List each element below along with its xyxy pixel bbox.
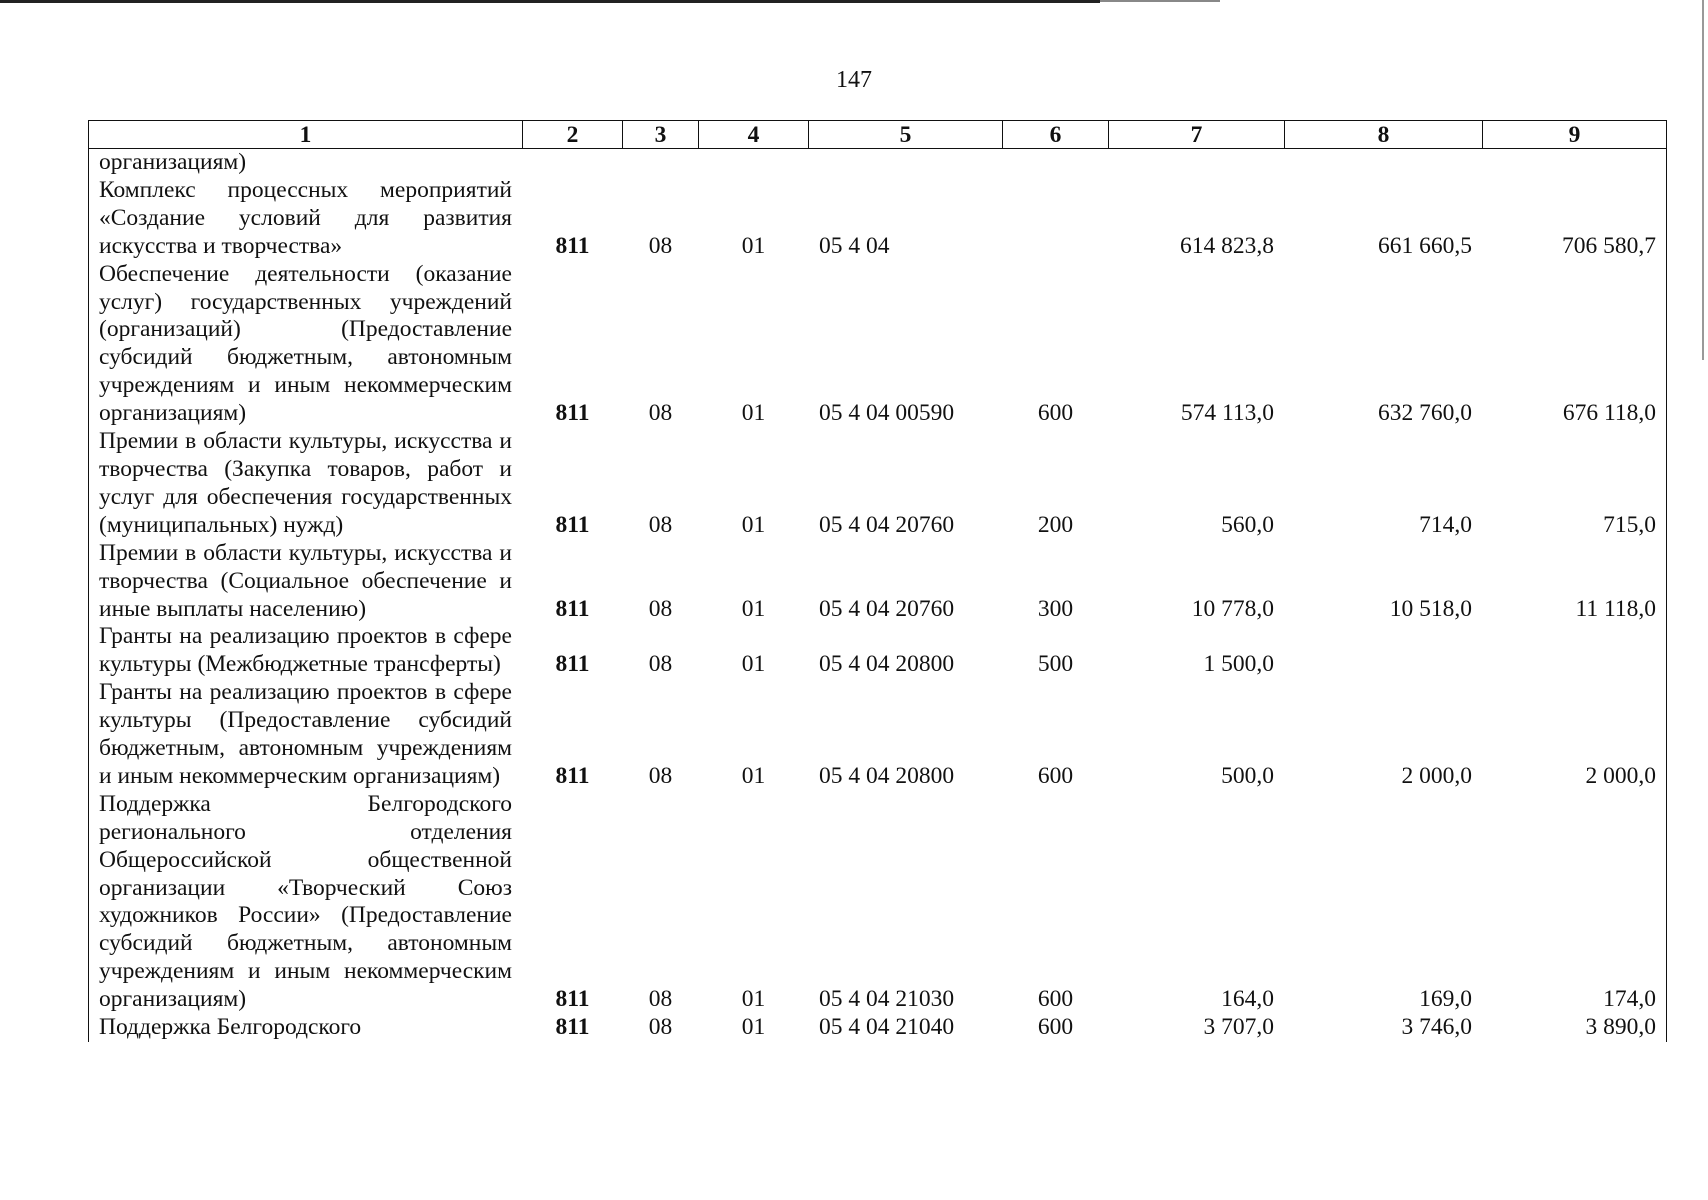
row-description: Комплекс процессных мероприятий «Создание условий для развития искусства и творчества» [89, 177, 523, 261]
cell-col4 [699, 149, 809, 177]
cell-col6 [1003, 149, 1109, 177]
cell-col6: 500 [1037, 651, 1074, 678]
cell-col4: 01 [741, 400, 766, 427]
cell-col2: 811 [523, 428, 623, 540]
row-description: Гранты на реализацию проектов в сфере культуры (Предоставление субсидий бюджетным, автономным учреждениям и иным некоммерческим организациям) [89, 679, 523, 791]
row-description: Обеспечение деятельности (оказание услуг) государственных учреждений (организаций) (Предоставление субсидий бюджетным, автономным учреждениям и иным некоммерческим организациям) [89, 261, 523, 428]
cell-col3: 08 [648, 595, 673, 622]
cell-col8: 10 518,0 [1285, 540, 1483, 624]
column-header: 3 [623, 121, 699, 149]
cell-col2 [523, 149, 623, 177]
cell-col7: 500,0 [1221, 762, 1274, 789]
cell-col8: 632 760,0 [1285, 261, 1483, 428]
cell-col9: 676 118,0 [1483, 261, 1667, 428]
table-row [89, 623, 1667, 679]
cell-col7: 560,0 [1221, 511, 1274, 538]
scan-edge-line [1100, 0, 1220, 2]
scan-edge-line [1702, 0, 1704, 360]
cell-col2: 811 [523, 177, 623, 261]
cell-col6: 600 [1037, 762, 1074, 789]
cell-col5: 05 4 04 21030 [819, 986, 955, 1013]
cell-col3: 08 [648, 400, 673, 427]
cell-col3: 08 [648, 986, 673, 1013]
cell-col2: 811 [523, 791, 623, 1014]
column-header: 1 [89, 121, 523, 149]
table-header-row [89, 121, 1667, 149]
cell-col5 [809, 149, 1003, 177]
column-header: 9 [1483, 121, 1667, 149]
cell-col5: 05 4 04 [819, 232, 890, 259]
row-description: Гранты на реализацию проектов в сфере культуры (Межбюджетные трансферты) [89, 623, 523, 679]
cell-col5: 05 4 04 00590 [819, 400, 955, 427]
column-header: 6 [1003, 121, 1109, 149]
cell-col6 [1003, 177, 1109, 261]
cell-col5: 05 4 04 20760 [819, 595, 955, 622]
cell-col7 [1109, 149, 1285, 177]
cell-col9: 174,0 [1483, 791, 1667, 1014]
cell-col6: 200 [1037, 511, 1074, 538]
cell-col8: 3 746,0 [1285, 1014, 1483, 1042]
table-row [89, 428, 1667, 540]
cell-col2: 811 [523, 540, 623, 624]
cell-col7: 1 500,0 [1203, 651, 1274, 678]
cell-col6: 600 [1037, 986, 1074, 1013]
cell-col3: 08 [648, 651, 673, 678]
cell-col3: 08 [648, 232, 673, 259]
budget-table [88, 120, 1667, 1042]
cell-col6: 600 [1037, 400, 1074, 427]
table-row [89, 149, 1667, 177]
cell-col6: 600 [1037, 1014, 1074, 1041]
cell-col8: 714,0 [1285, 428, 1483, 540]
scan-edge-line [0, 0, 1100, 3]
cell-col8: 2 000,0 [1285, 679, 1483, 791]
cell-col7: 10 778,0 [1191, 595, 1274, 622]
row-description: Премии в области культуры, искусства и творчества (Социальное обеспечение и иные выплаты населению) [89, 540, 523, 624]
table-row [89, 261, 1667, 428]
cell-col7: 164,0 [1221, 986, 1274, 1013]
cell-col7: 3 707,0 [1109, 1014, 1285, 1042]
cell-col2: 811 [523, 623, 623, 679]
cell-col4: 01 [741, 595, 766, 622]
cell-col4: 01 [741, 1014, 766, 1041]
cell-col9: 715,0 [1483, 428, 1667, 540]
row-description: Поддержка Белгородского [89, 1014, 523, 1042]
cell-col8 [1285, 623, 1483, 679]
table-row [89, 679, 1667, 791]
row-description: организациям) [89, 149, 523, 177]
column-header: 4 [699, 121, 809, 149]
cell-col9: 706 580,7 [1483, 177, 1667, 261]
cell-col8 [1285, 149, 1483, 177]
cell-col4: 01 [741, 511, 766, 538]
row-description: Поддержка Белгородского регионального отделения Общероссийской общественной организации «Творческий Союз художников России» (Предоставление субсидий бюджетным, автономным учреждениям и иным некоммерческим организациям) [89, 791, 523, 1014]
cell-col3: 08 [648, 762, 673, 789]
cell-col3: 08 [648, 511, 673, 538]
cell-col5: 05 4 04 20760 [819, 511, 955, 538]
cell-col2: 811 [523, 1014, 623, 1042]
cell-col7: 574 113,0 [1180, 400, 1274, 427]
column-header: 5 [809, 121, 1003, 149]
cell-col9 [1483, 149, 1667, 177]
cell-col5: 05 4 04 20800 [819, 651, 955, 678]
cell-col3 [623, 149, 699, 177]
column-header: 2 [523, 121, 623, 149]
cell-col4: 01 [741, 651, 766, 678]
cell-col4: 01 [741, 232, 766, 259]
cell-col8: 169,0 [1285, 791, 1483, 1014]
cell-col6: 300 [1037, 595, 1074, 622]
cell-col9: 11 118,0 [1483, 540, 1667, 624]
table-row [89, 791, 1667, 1014]
cell-col5: 05 4 04 20800 [819, 762, 955, 789]
column-header: 8 [1285, 121, 1483, 149]
cell-col3: 08 [648, 1014, 673, 1041]
row-description: Премии в области культуры, искусства и творчества (Закупка товаров, работ и услуг для обеспечения государственных (муниципальных) нужд) [89, 428, 523, 540]
cell-col9: 2 000,0 [1483, 679, 1667, 791]
table-row [89, 540, 1667, 624]
cell-col8: 661 660,5 [1285, 177, 1483, 261]
cell-col5: 05 4 04 21040 [819, 1014, 955, 1041]
cell-col4: 01 [741, 762, 766, 789]
cell-col2: 811 [523, 261, 623, 428]
cell-col4: 01 [741, 986, 766, 1013]
column-header: 7 [1109, 121, 1285, 149]
cell-col2: 811 [523, 679, 623, 791]
page-number: 147 [836, 67, 872, 93]
table-row [89, 1014, 1667, 1042]
cell-col7: 614 823,8 [1180, 232, 1274, 259]
table-row [89, 177, 1667, 261]
cell-col9 [1483, 623, 1667, 679]
cell-col9: 3 890,0 [1483, 1014, 1667, 1042]
